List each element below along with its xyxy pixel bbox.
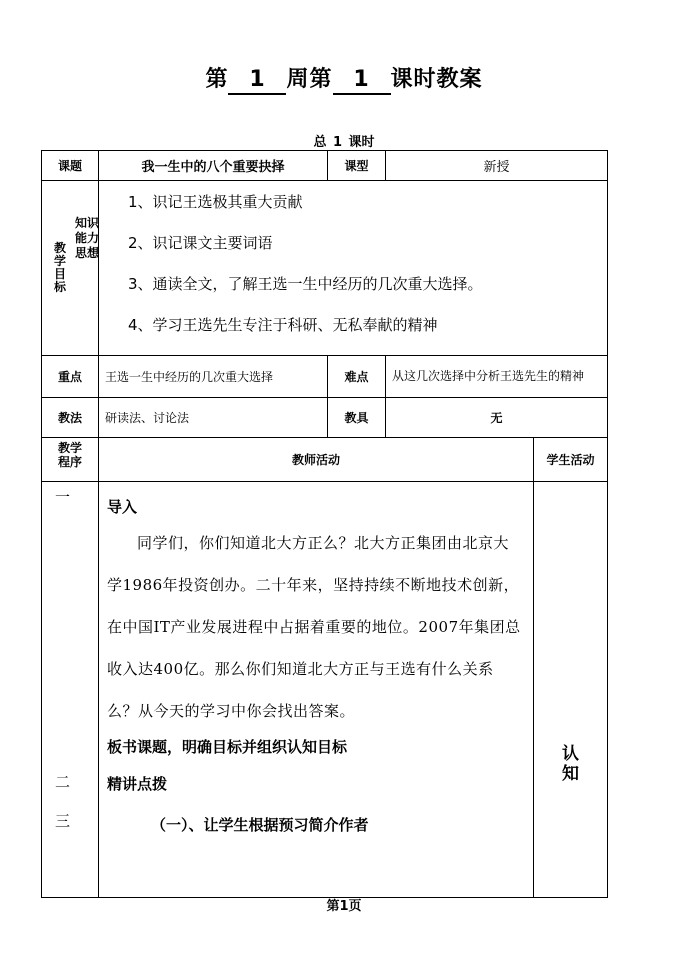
process-body-row — [42, 482, 608, 898]
topic-label: 课题 — [42, 151, 99, 181]
process-header-row — [42, 438, 608, 482]
lesson-type-value: 新授 — [386, 151, 608, 181]
step-heading: 板书课题，明确目标并组织认知目标 — [107, 738, 348, 756]
tools-value: 无 — [386, 398, 608, 438]
sequence-mark: 二 — [55, 773, 71, 791]
page-title — [0, 62, 688, 95]
method-label: 教法 — [42, 398, 99, 438]
sequence-mark: 三 — [55, 812, 71, 830]
goals-label-inner: 知识 能力 思想 — [75, 216, 100, 260]
total-prefix: 总 — [313, 135, 327, 150]
goal-item: 4、学习王选先生专注于科研、无私奉献的精神 — [128, 316, 438, 334]
tools-label: 教具 — [328, 398, 386, 438]
title-period-suffix: 课时教案 — [390, 67, 483, 92]
method-row — [42, 398, 608, 438]
goals-row — [42, 181, 608, 356]
key-point-label: 重点 — [42, 356, 99, 398]
goal-item: 1、识记王选极其重大贡献 — [128, 193, 303, 211]
total-suffix: 课时 — [348, 135, 375, 150]
total-value: 1 — [327, 135, 349, 151]
student-activity-header: 学生活动 — [534, 438, 608, 482]
title-period-number: 1 — [333, 67, 391, 95]
title-week-number: 1 — [228, 67, 286, 95]
teacher-activity-content — [99, 482, 534, 898]
student-activity-cell — [534, 482, 608, 898]
step-heading: 精讲点拨 — [107, 775, 168, 793]
goal-item: 3、通读全文，了解王选一生中经历的几次重大选择。 — [128, 275, 483, 293]
student-activity-text: 认知 — [562, 744, 579, 784]
sub-heading: （一）、让学生根据预习简介作者 — [151, 816, 369, 834]
lesson-type-label: 课型 — [328, 151, 386, 181]
sequence-cell — [42, 482, 99, 898]
goals-label-cell — [42, 181, 99, 356]
goals-list — [99, 181, 608, 356]
goals-label-outer: 教学目标 — [53, 241, 66, 294]
sequence-mark: 一 — [55, 488, 71, 506]
topic-row — [42, 151, 608, 181]
teacher-activity-header: 教师活动 — [99, 438, 534, 482]
title-week-prefix: 第 — [205, 67, 229, 92]
intro-heading: 导入 — [107, 498, 138, 516]
topic-value: 我一生中的八个重要抉择 — [99, 151, 328, 181]
key-point-value: 王选一生中经历的几次重大选择 — [99, 356, 328, 398]
difficult-point-label: 难点 — [328, 356, 386, 398]
difficult-point-value: 从这几次选择中分析王选先生的精神 — [386, 356, 608, 398]
focus-row — [42, 356, 608, 398]
method-value: 研读法、讨论法 — [99, 398, 328, 438]
lesson-plan-table — [41, 150, 608, 898]
process-label-cell — [42, 438, 99, 482]
process-label: 教学程序 — [57, 441, 82, 469]
goal-item: 2、识记课文主要词语 — [128, 234, 273, 252]
page-number: 第1页 — [326, 899, 362, 914]
total-periods — [0, 131, 688, 151]
intro-paragraph: 同学们，你们知道北大方正么？北大方正集团由北京大学1986年投资创办。二十年来，坚持持续不断地技术创新，在中国IT产业发展进程中占据着重要的地位。2007年集团总收入达400亿。那么你们知道北大方正与王选有什么关系么？从今天的学习中你会找出答案。 — [107, 534, 521, 720]
title-week-suffix: 周第 — [286, 67, 333, 92]
